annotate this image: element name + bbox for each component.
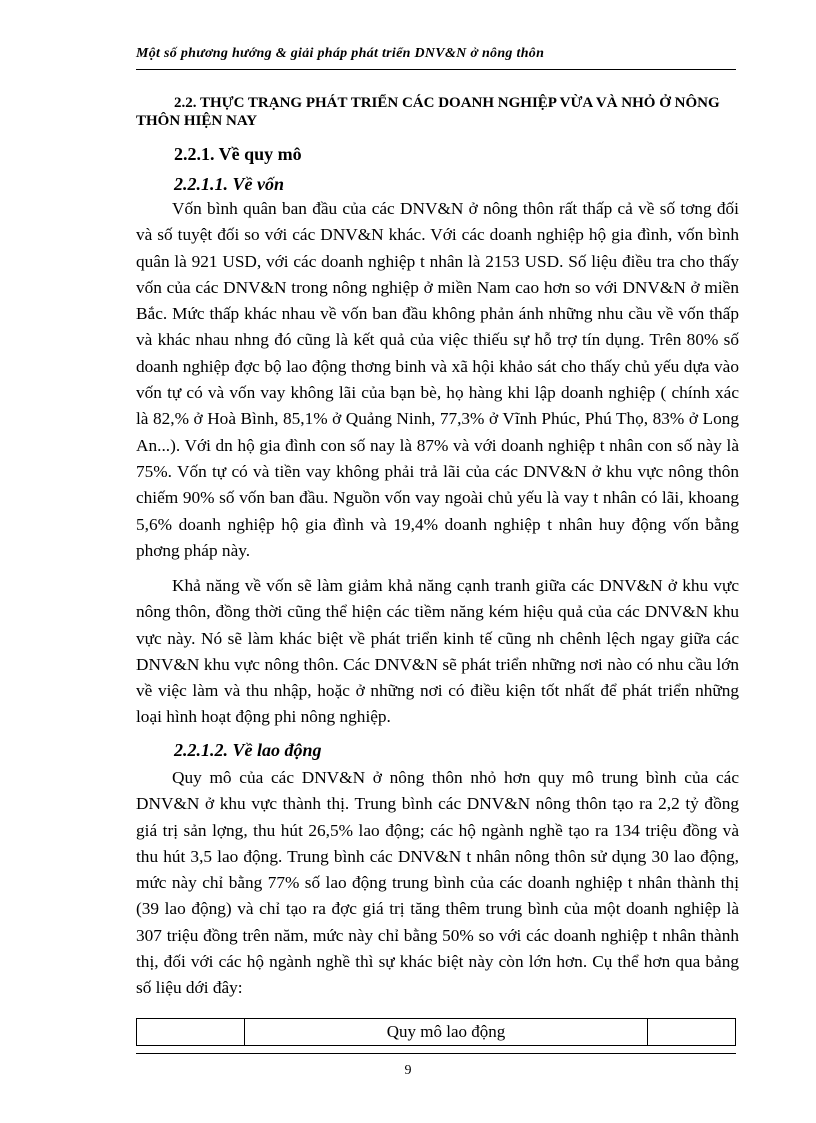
capital-paragraph-1: Vốn bình quân ban đầu của các DNV&N ở nông thôn rất thấp cả về số tơng đối và số tuyệt đối so với các DNV&N khác. Với các doanh nghiệp hộ gia đình, vốn bình quân là 921 USD, với các doanh nghiệp t nhân là 2153 USD. Số liệu điều tra cho thấy vốn của các DNV&N trong nông nghiệp ở miền Nam cao hơn so với DNV&N ở miền Bắc. Mức thấp khác nhau về vốn ban đầu không phản ánh những nhu cầu về vốn thấp và khác nhau nhng đó cũng là kết quả của việc thiếu sự hỗ trợ tín dụng. Trên 80% số doanh nghiệp đợc bộ lao động thơng binh và xã hội khảo sát cho thấy chủ yếu dựa vào vốn tự có và vốn vay không lãi của bạn bè, họ hàng khi lập doanh nghiệp ( chính xác là 82,% ở Hoà Bình, 85,1% ở Quảng Ninh, 77,3% ở Vĩnh Phúc, Phú Thọ, 83% ở Long An...). Với dn hộ gia đình con số nay là 87% và với doanh nghiệp t nhân con số này là 75%. Vốn tự có và tiền vay không phải trả lãi của các DNV&N ở khu vực nông thôn chiếm 90% số vốn ban đầu. Nguồn vốn vay ngoài chủ yếu là vay t nhân có lãi, khoang 5,6% doanh nghiệp hộ gia đình và 19,4% doanh nghiệp t nhân huy động vốn bằng phơng pháp này. xyxy=(136,199,739,560)
section-title: 2.2. THỰC TRẠNG PHÁT TRIỂN CÁC DOANH NGHIỆP VỪA VÀ NHỎ Ở NÔNG THÔN HIỆN NAY xyxy=(136,95,720,129)
running-header: Một số phương hướng & giải pháp phát triển DNV&N ở nông thôn xyxy=(136,46,545,61)
page-number: 9 xyxy=(404,1063,412,1078)
table-cell xyxy=(648,1019,736,1046)
table-header-row xyxy=(137,1019,736,1046)
footer-divider xyxy=(136,1053,736,1054)
table-cell: Quy mô lao động xyxy=(245,1019,648,1046)
labor-scale-table xyxy=(136,1018,736,1046)
labor-heading: 2.2.1.2. Về lao động xyxy=(174,740,322,760)
capital-paragraph-2: Khả năng về vốn sẽ làm giảm khả năng cạnh tranh giữa các DNV&N ở khu vực nông thôn, đồng thời cũng thể hiện các tiềm năng kém hiệu quả của các DNV&N khu vực này. Nó sẽ làm khác biệt về phát triển kinh tế cũng nh chênh lệch ngay giữa các DNV&N khu vực nông thôn. Các DNV&N sẽ phát triển những nơi nào có nhu cầu lớn về việc làm và thu nhập, hoặc ở những nơi có điều kiện tốt nhất để phát triển những loại hình hoạt động phi nông nghiệp. xyxy=(136,576,739,727)
capital-heading: 2.2.1.1. Về vốn xyxy=(174,174,284,194)
subsection-heading: 2.2.1. Về quy mô xyxy=(174,144,302,164)
labor-paragraph-1: Quy mô của các DNV&N ở nông thôn nhỏ hơn quy mô trung bình của các DNV&N ở khu vực thành thị. Trung bình các DNV&N nông thôn tạo ra 2,2 tỷ đồng giá trị sản lợng, thu hút 26,5% lao động; các hộ ngành nghề tạo ra 134 triệu đồng và thu hút 3,5 lao động. Trung bình các DNV&N t nhân nông thôn sử dụng 30 lao động, mức này chỉ bằng 77% số lao động trung bình của các doanh nghiệp t nhân thành thị (39 lao động) và chỉ tạo ra đợc giá trị tăng thêm trung bình của một doanh nghiệp là 307 triệu đồng trên năm, mức này chỉ bằng 50% so với các doanh nghiệp t nhân thành thị, đối với các hộ ngành nghề thì sự khác biệt này còn lớn hơn. Cụ thể hơn qua bảng số liệu dới đây: xyxy=(136,768,739,998)
table-cell xyxy=(137,1019,245,1046)
header-divider xyxy=(136,69,736,70)
